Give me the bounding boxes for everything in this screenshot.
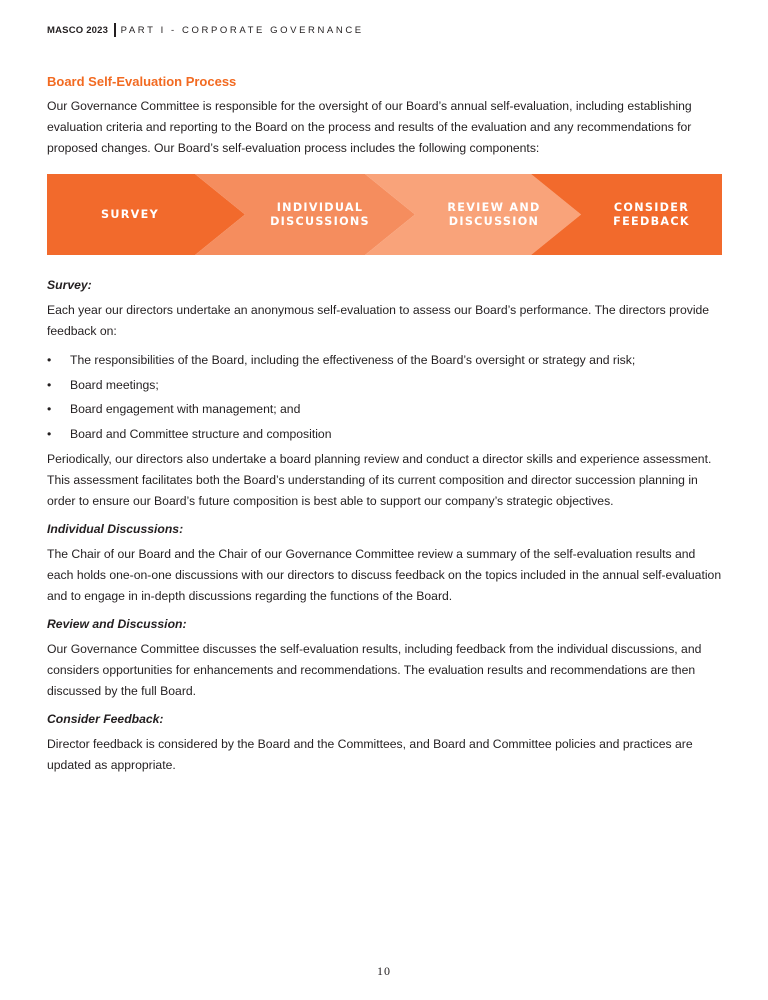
bullet-icon: •	[47, 353, 52, 367]
list-item: • Board and Committee structure and composition	[47, 422, 723, 447]
survey-outro: Periodically, our directors also undertake a board planning review and conduct a director skills and experience assessment. This assessment facilitates both the Board’s understanding of its current composition and director succession planning in order to ensure our Board’s future composition is best able to support our company’s strategic objectives.	[47, 452, 712, 508]
bullet-icon: •	[47, 426, 52, 441]
survey-bullet-list	[47, 348, 723, 446]
consider-feedback-heading: Consider Feedback:	[47, 712, 164, 726]
intro-paragraph: Our Governance Committee is responsible for the oversight of our Board’s annual self-evaluation, including establishing evaluation criteria and reporting to the Board on the process and results of the evaluation and any recommendations for proposed changes. Our Board’s self-evaluation process includes the following components:	[47, 99, 692, 155]
main-content	[47, 74, 723, 776]
header-section: PART I - CORPORATE GOVERNANCE	[120, 24, 364, 36]
process-step-consider-feedback: CONSIDER FEEDBACK	[613, 200, 690, 228]
survey-intro: Each year our directors undertake an anonymous self-evaluation to assess our Board’s performance. The directors provide feedback on:	[47, 303, 710, 338]
individual-discussions-text: The Chair of our Board and the Chair of our Governance Committee review a summary of the self-evaluation results and each holds one-on-one discussions with our directors to discuss feedback on the topics included in the annual self-evaluation and to engage in in-depth discussions regarding the functions of the Board.	[47, 547, 722, 603]
bullet-icon: •	[47, 402, 52, 416]
process-diagram	[47, 174, 722, 255]
page-title: Board Self-Evaluation Process	[47, 74, 237, 89]
survey-heading: Survey:	[47, 278, 92, 292]
consider-feedback-text: Director feedback is considered by the Board and the Committees, and Board and Committee policies and practices are updated as appropriate.	[47, 737, 693, 772]
header-company: MASCO 2023	[47, 24, 109, 36]
list-item: • Board engagement with management; and	[47, 397, 723, 422]
page-number: 10	[377, 964, 391, 978]
list-item: • Board meetings;	[47, 373, 723, 398]
individual-discussions-heading: Individual Discussions:	[47, 522, 184, 536]
review-discussion-heading: Review and Discussion:	[47, 617, 187, 631]
list-item: • The responsibilities of the Board, including the effectiveness of the Board’s oversight or strategy and risk;	[47, 348, 723, 373]
bullet-icon: •	[47, 377, 52, 392]
process-step-individual-discussions: INDIVIDUAL DISCUSSIONS	[270, 200, 370, 228]
process-step-review-and-discussion: REVIEW AND DISCUSSION	[447, 200, 541, 228]
review-discussion-text: Our Governance Committee discusses the self-evaluation results, including feedback from the individual discussions, and considers opportunities for enhancements and recommendations. The evaluation results and recommendations are then discussed by the full Board.	[47, 642, 702, 698]
header-divider	[114, 23, 116, 37]
process-step-survey: SURVEY	[101, 207, 159, 221]
page-header	[47, 23, 364, 37]
